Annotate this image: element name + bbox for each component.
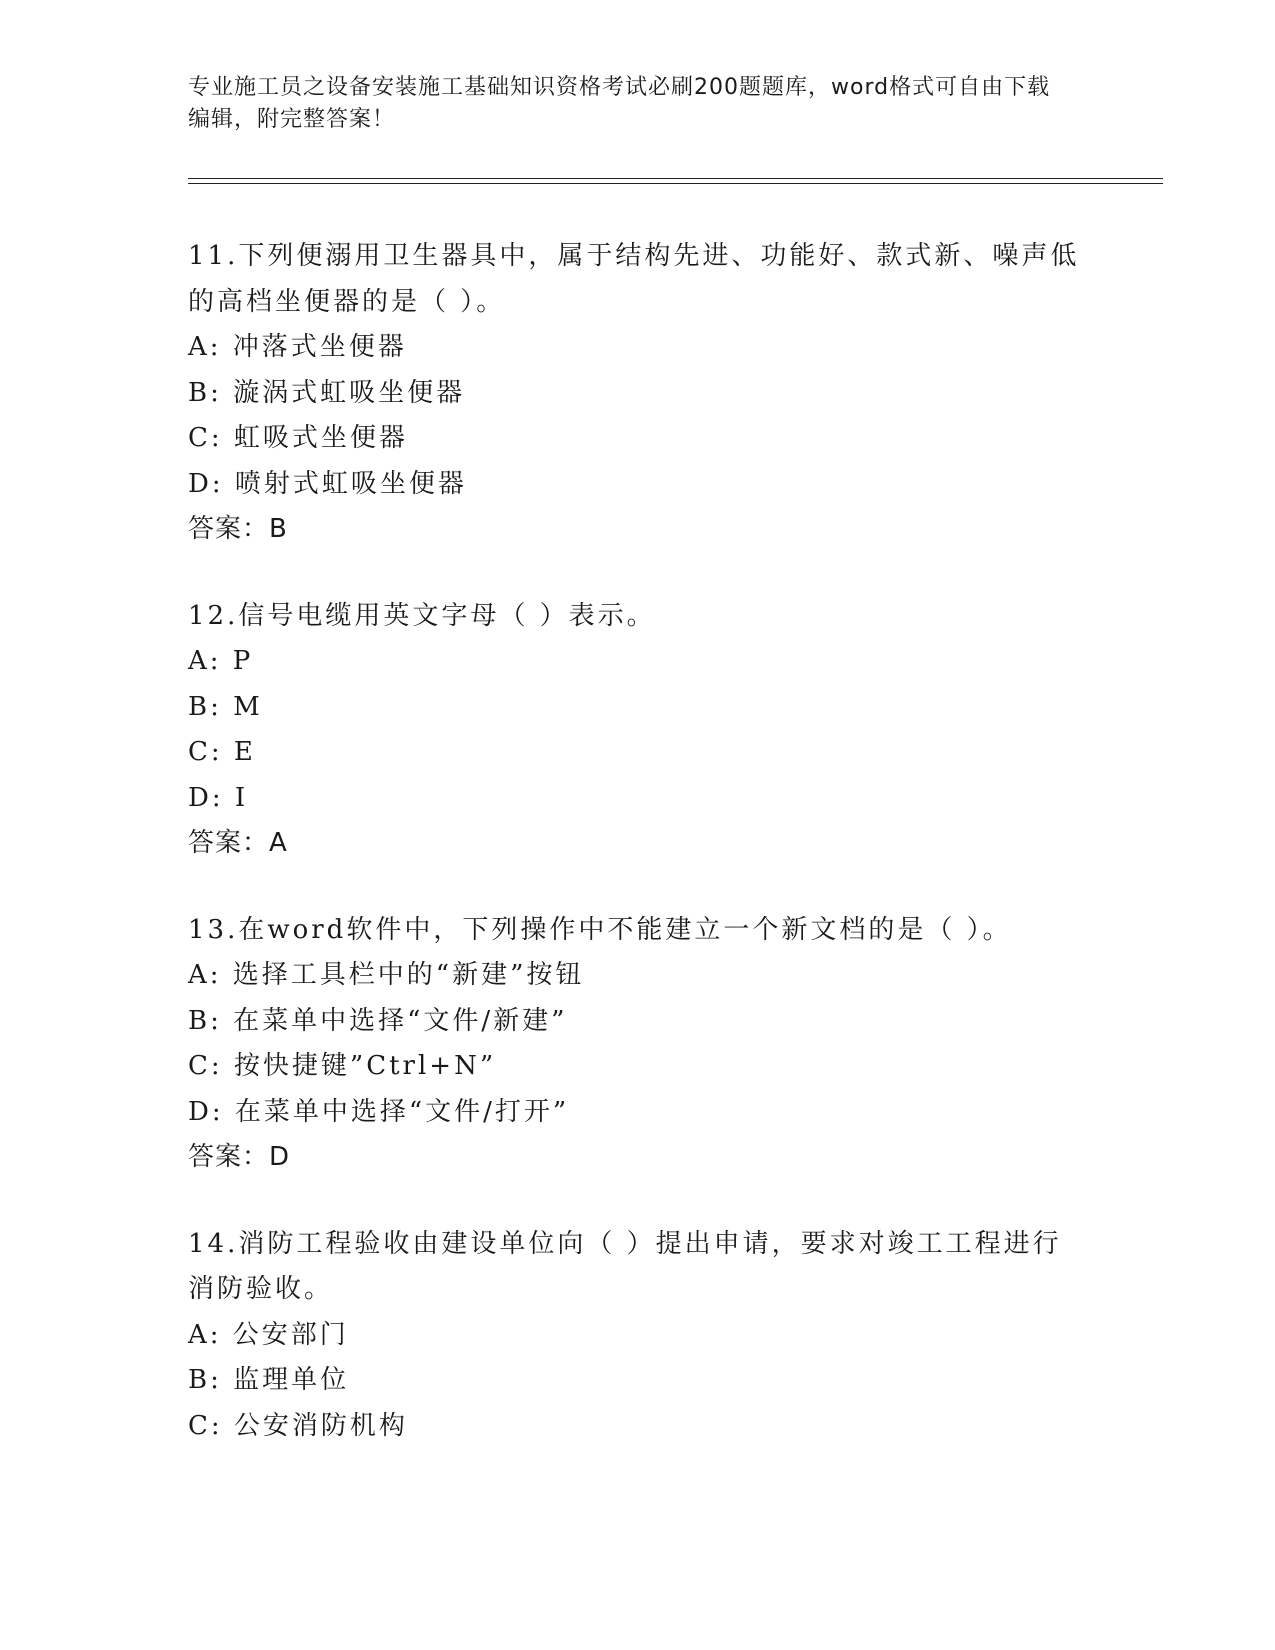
question-list [188, 234, 1088, 1490]
option-b: B: 漩涡式虹吸坐便器 [188, 377, 466, 408]
answer-label: 答案：A [188, 828, 288, 858]
header-divider-top [188, 178, 1163, 179]
option-c: C: 虹吸式坐便器 [188, 423, 408, 453]
question-stem: 12.信号电缆用英文字母（ ）表示。 [188, 600, 656, 631]
question-stem: 13.在word软件中，下列操作中不能建立一个新文档的是（ ）。 [188, 914, 1012, 945]
option-b: B: 监理单位 [188, 1365, 350, 1395]
option-c: C: E [188, 737, 256, 767]
option-d: D: 喷射式虹吸坐便器 [188, 468, 467, 499]
question-item-14 [188, 1222, 1088, 1450]
question-stem: 11.下列便溺用卫生器具中，属于结构先进、功能好、款式新、噪声低的高档坐便器的是（ ）。 [188, 241, 1080, 317]
option-a: A: 冲落式坐便器 [188, 332, 407, 362]
answer-label: 答案：D [188, 1142, 291, 1172]
document-header-title: 专业施工员之设备安装施工基础知识资格考试必刷200题题库，word格式可自由下载编辑，附完整答案！ [188, 75, 1051, 132]
option-c: C: 按快捷键”Ctrl+N” [188, 1051, 497, 1081]
question-item-13 [188, 908, 1088, 1181]
header-divider-bottom [188, 183, 1163, 184]
question-item-11 [188, 234, 1088, 553]
option-b: B: M [188, 691, 263, 722]
option-d: D: I [188, 782, 249, 813]
option-a: A: 公安部门 [188, 1319, 349, 1350]
answer-label: 答案：B [188, 514, 288, 544]
question-item-12 [188, 594, 1088, 867]
option-b: B: 在菜单中选择“文件/新建” [188, 1005, 568, 1036]
option-a: A: P [188, 646, 254, 676]
option-d: D: 在菜单中选择“文件/打开” [188, 1096, 570, 1127]
option-a: A: 选择工具栏中的“新建”按钮 [188, 960, 585, 990]
option-c: C: 公安消防机构 [188, 1410, 408, 1441]
question-stem: 14.消防工程验收由建设单位向（ ）提出申请，要求对竣工工程进行消防验收。 [188, 1228, 1062, 1304]
